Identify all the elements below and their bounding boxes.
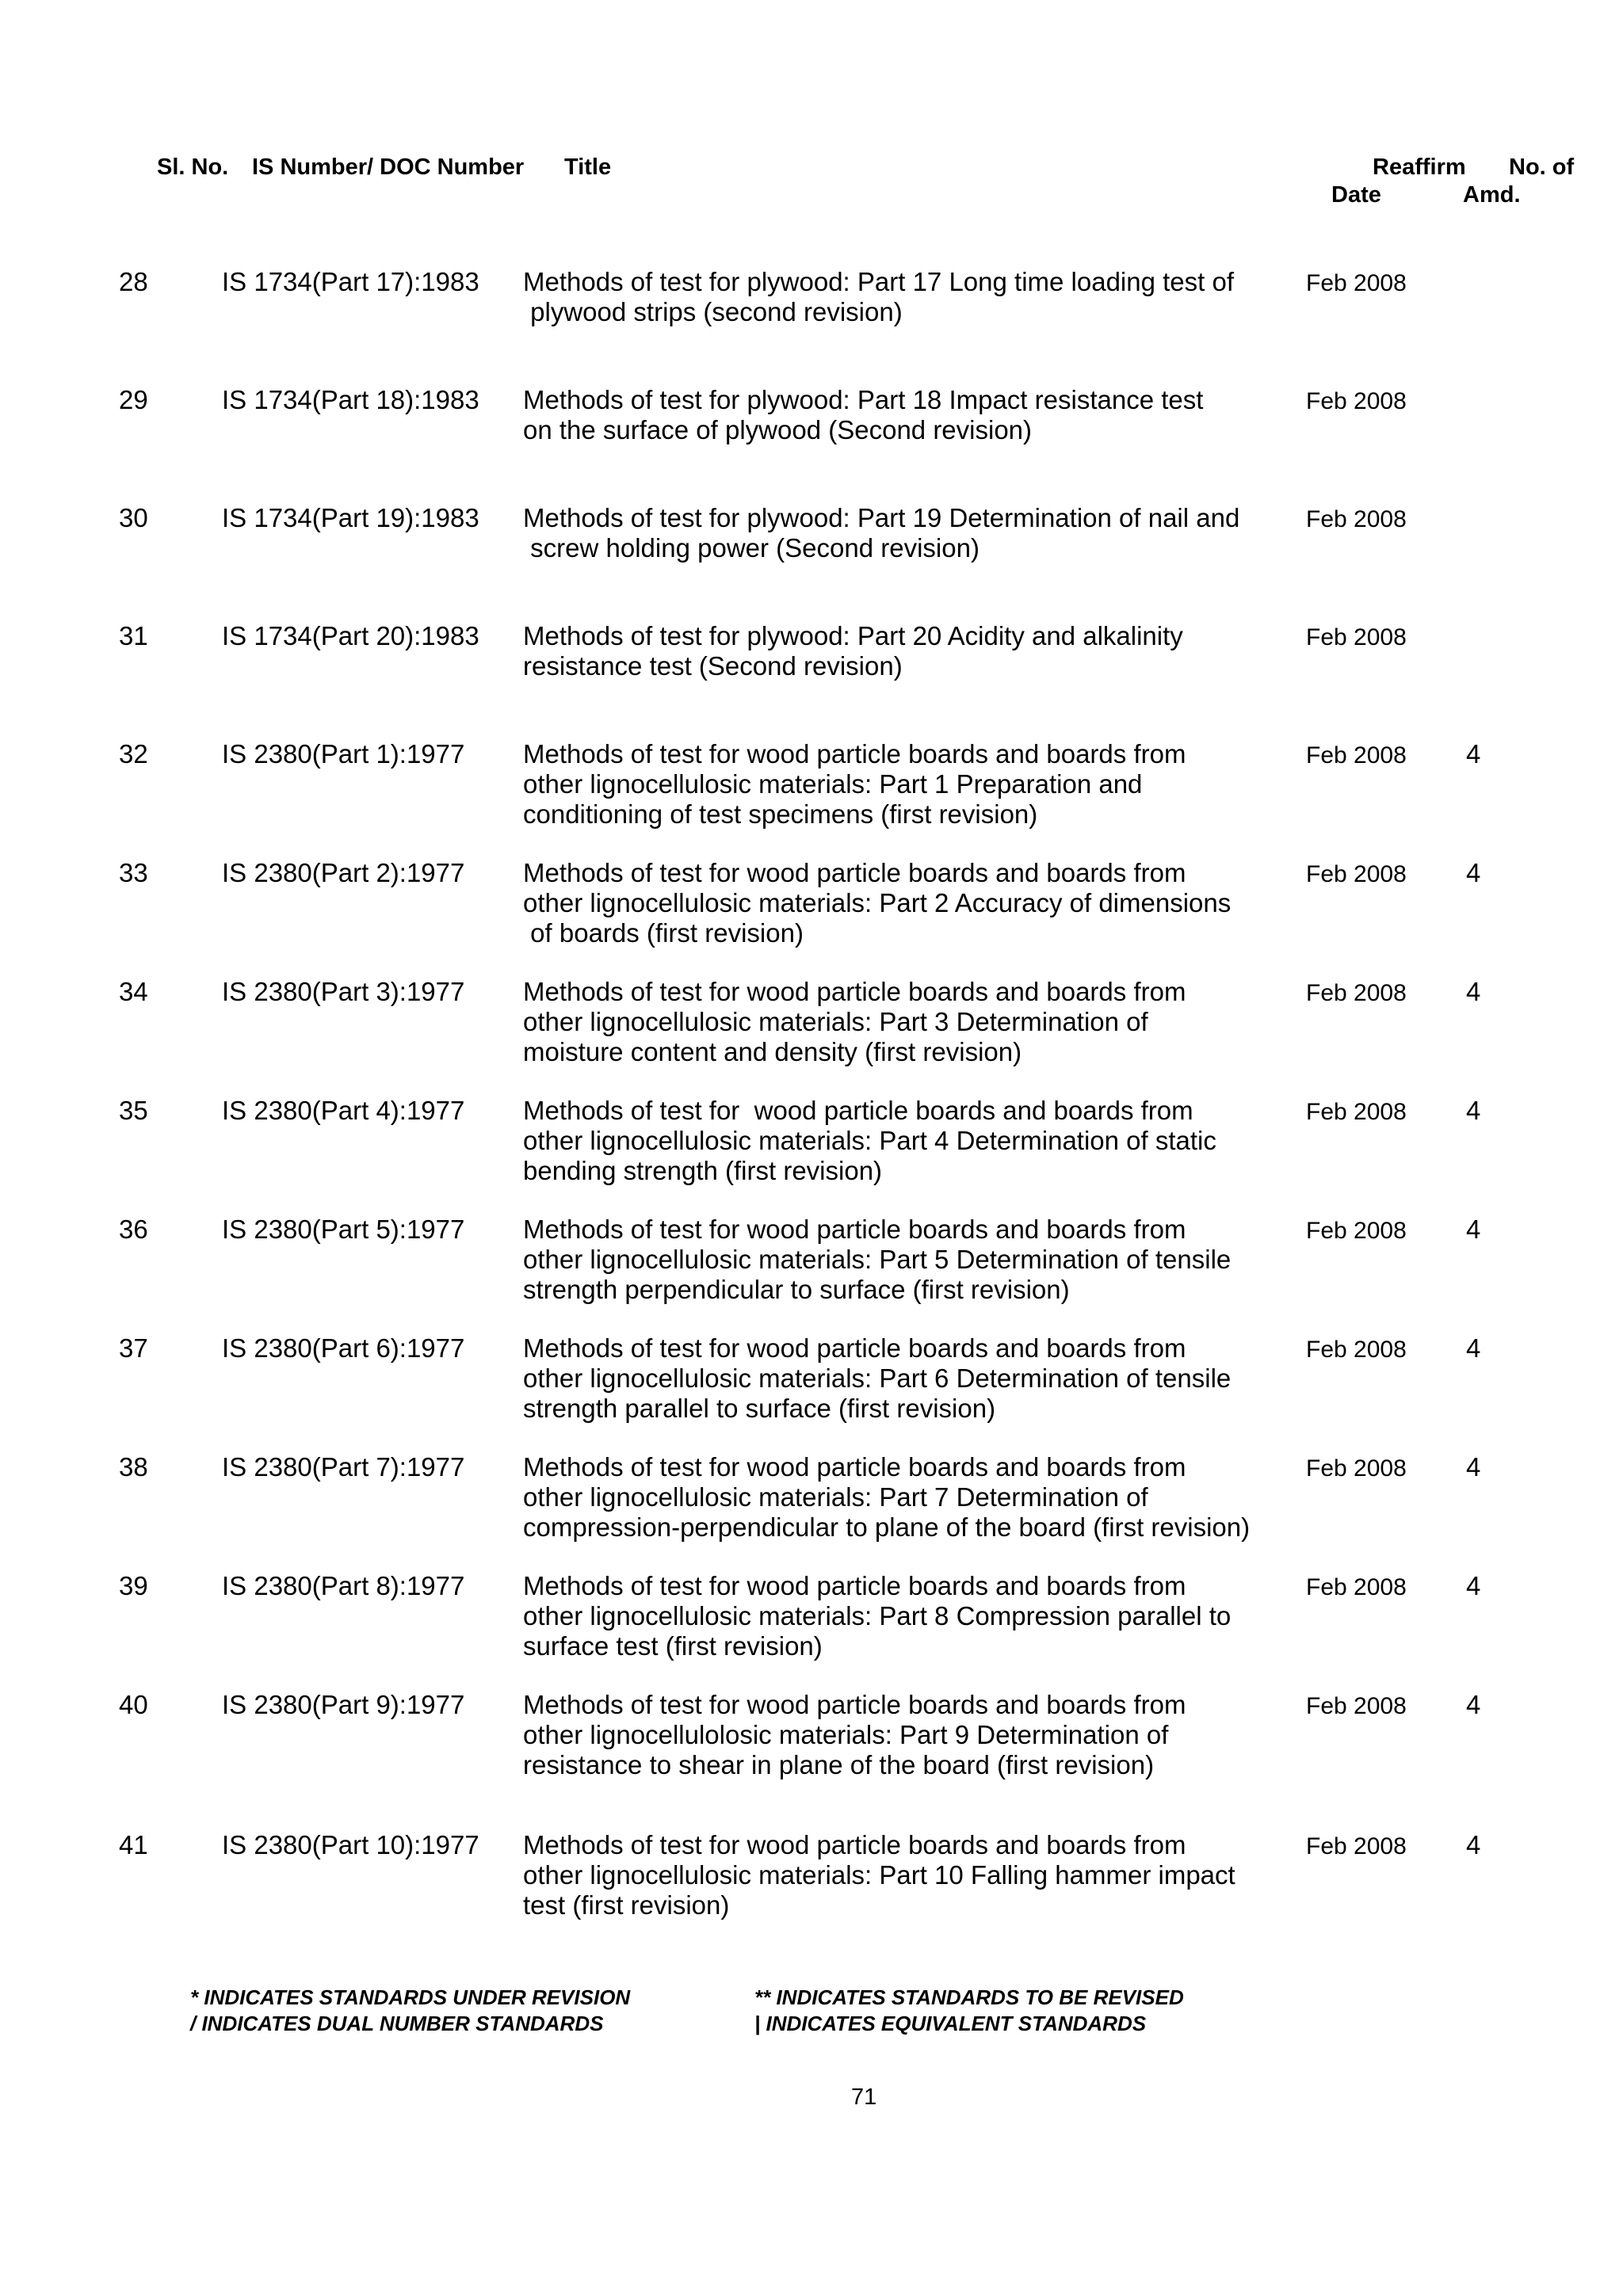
title-line: other lignocellulosic materials: Part 4 Determination of static	[523, 1126, 1216, 1155]
serial-number: 40	[119, 1690, 148, 1719]
title-line: Methods of test for plywood: Part 18 Impact resistance test	[523, 385, 1204, 414]
table-row	[0, 1215, 1623, 1318]
title-line: on the surface of plywood (Second revision)	[523, 415, 1033, 444]
is-number: IS 2380(Part 5):1977	[222, 1215, 465, 1244]
is-number: IS 2380(Part 2):1977	[222, 858, 465, 887]
title-line: resistance test (Second revision)	[523, 651, 903, 681]
amendment-count: 4	[1466, 1215, 1481, 1244]
serial-number: 38	[119, 1452, 148, 1482]
standard-title	[523, 621, 1268, 681]
amendment-count: 4	[1466, 858, 1481, 887]
header-is-number: IS Number/ DOC Number	[252, 154, 525, 180]
reaffirm-date: Feb 2008	[1306, 861, 1407, 887]
table-row	[0, 1452, 1623, 1555]
title-line: Methods of test for wood particle boards and boards from	[523, 1452, 1186, 1482]
header-amd: Amd.	[1463, 182, 1521, 208]
standard-title	[523, 858, 1268, 948]
serial-number: 41	[119, 1830, 148, 1859]
title-line: strength perpendicular to surface (first revision)	[523, 1275, 1070, 1304]
standard-title	[523, 267, 1268, 327]
title-line: other lignocellulosic materials: Part 8 Compression parallel to	[523, 1601, 1232, 1630]
amendment-count: 4	[1466, 1690, 1481, 1719]
is-number: IS 1734(Part 17):1983	[222, 267, 479, 296]
reaffirm-date: Feb 2008	[1306, 1099, 1407, 1125]
title-line: test (first revision)	[523, 1890, 730, 1920]
title-line: Methods of test for wood particle boards and boards from	[523, 739, 1186, 769]
amendment-count: 4	[1466, 977, 1481, 1006]
reaffirm-date: Feb 2008	[1306, 624, 1407, 650]
legend-to-be-revised: ** INDICATES STANDARDS TO BE REVISED	[754, 1985, 1184, 2009]
header-no-of: No. of	[1509, 154, 1575, 180]
title-line: resistance to shear in plane of the board (first revision)	[523, 1750, 1155, 1779]
page-number: 71	[851, 2084, 877, 2110]
title-line: other lignocellulosic materials: Part 10 Falling hammer impact	[523, 1860, 1235, 1890]
standard-title	[523, 1096, 1268, 1186]
title-line: Methods of test for plywood: Part 17 Long time loading test of	[523, 267, 1235, 296]
table-row	[0, 1830, 1623, 1933]
header-title: Title	[564, 154, 612, 180]
standard-title	[523, 1333, 1268, 1424]
title-line: Methods of test for wood particle boards and boards from	[523, 1215, 1186, 1244]
title-line: moisture content and density (first revision)	[523, 1037, 1022, 1066]
is-number: IS 2380(Part 3):1977	[222, 977, 465, 1006]
standard-title	[523, 1571, 1268, 1661]
reaffirm-date: Feb 2008	[1306, 1693, 1407, 1719]
serial-number: 29	[119, 385, 148, 414]
reaffirm-date: Feb 2008	[1306, 980, 1407, 1006]
legend-under-revision: * INDICATES STANDARDS UNDER REVISION	[190, 1985, 631, 2009]
amendment-count: 4	[1466, 739, 1481, 769]
standard-title	[523, 385, 1268, 445]
is-number: IS 1734(Part 20):1983	[222, 621, 479, 650]
title-line: Methods of test for wood particle boards and boards from	[523, 1333, 1186, 1363]
table-row	[0, 267, 1623, 370]
serial-number: 34	[119, 977, 148, 1006]
reaffirm-date: Feb 2008	[1306, 1833, 1407, 1859]
serial-number: 28	[119, 267, 148, 296]
title-line: Methods of test for plywood: Part 19 Determination of nail and	[523, 503, 1240, 532]
table-row	[0, 385, 1623, 488]
is-number: IS 2380(Part 10):1977	[222, 1830, 479, 1859]
table-row	[0, 621, 1623, 724]
title-line: strength parallel to surface (first revision)	[523, 1394, 996, 1423]
is-number: IS 1734(Part 19):1983	[222, 503, 479, 532]
title-line: Methods of test for wood particle boards and boards from	[523, 1096, 1193, 1125]
table-row	[0, 739, 1623, 842]
serial-number: 39	[119, 1571, 148, 1600]
serial-number: 32	[119, 739, 148, 769]
is-number: IS 2380(Part 7):1977	[222, 1452, 465, 1482]
is-number: IS 2380(Part 6):1977	[222, 1333, 465, 1363]
amendment-count: 4	[1466, 1333, 1481, 1363]
table-row	[0, 858, 1623, 961]
amendment-count: 4	[1466, 1571, 1481, 1600]
table-row	[0, 1333, 1623, 1436]
table-row	[0, 503, 1623, 606]
reaffirm-date: Feb 2008	[1306, 1574, 1407, 1600]
title-line: Methods of test for wood particle boards and boards from	[523, 1690, 1186, 1719]
title-line: other lignocellulolosic materials: Part 9 Determination of	[523, 1720, 1169, 1749]
reaffirm-date: Feb 2008	[1306, 1455, 1407, 1482]
title-line: other lignocellulosic materials: Part 7 Determination of	[523, 1482, 1148, 1512]
title-line: other lignocellulosic materials: Part 6 Determination of tensile	[523, 1363, 1232, 1393]
is-number: IS 2380(Part 9):1977	[222, 1690, 465, 1719]
reaffirm-date: Feb 2008	[1306, 506, 1407, 532]
title-line: other lignocellulosic materials: Part 3 Determination of	[523, 1007, 1148, 1036]
standard-title	[523, 1452, 1268, 1543]
standard-title	[523, 1215, 1268, 1305]
title-line: compression-perpendicular to plane of the board (first revision)	[523, 1512, 1251, 1542]
table-row	[0, 1690, 1623, 1793]
is-number: IS 2380(Part 8):1977	[222, 1571, 465, 1600]
serial-number: 33	[119, 858, 148, 887]
standard-title	[523, 1830, 1268, 1920]
title-line: surface test (first revision)	[523, 1631, 823, 1661]
title-line: other lignocellulosic materials: Part 1 Preparation and	[523, 769, 1143, 799]
amendment-count: 4	[1466, 1452, 1481, 1482]
amendment-count: 4	[1466, 1096, 1481, 1125]
title-line: other lignocellulosic materials: Part 2 Accuracy of dimensions	[523, 888, 1232, 917]
serial-number: 31	[119, 621, 148, 650]
title-line: Methods of test for wood particle boards and boards from	[523, 977, 1186, 1006]
standard-title	[523, 977, 1268, 1067]
serial-number: 37	[119, 1333, 148, 1363]
title-line: Methods of test for plywood: Part 20 Acidity and alkalinity	[523, 621, 1183, 650]
serial-number: 36	[119, 1215, 148, 1244]
title-line: of boards (first revision)	[523, 918, 804, 948]
serial-number: 35	[119, 1096, 148, 1125]
reaffirm-date: Feb 2008	[1306, 270, 1407, 296]
table-row	[0, 1571, 1623, 1674]
header-reaffirm: Reaffirm	[1373, 154, 1466, 180]
amendment-count: 4	[1466, 1830, 1481, 1859]
header-sl-no: Sl. No.	[157, 154, 229, 180]
is-number: IS 1734(Part 18):1983	[222, 385, 479, 414]
standard-title	[523, 739, 1268, 830]
title-line: Methods of test for wood particle boards and boards from	[523, 1571, 1186, 1600]
title-line: Methods of test for wood particle boards and boards from	[523, 1830, 1186, 1859]
header-date: Date	[1331, 182, 1381, 208]
standard-title	[523, 1690, 1268, 1780]
is-number: IS 2380(Part 1):1977	[222, 739, 465, 769]
standard-title	[523, 503, 1268, 563]
reaffirm-date: Feb 2008	[1306, 1218, 1407, 1244]
reaffirm-date: Feb 2008	[1306, 388, 1407, 414]
table-row	[0, 977, 1623, 1080]
title-line: bending strength (first revision)	[523, 1156, 883, 1185]
title-line: screw holding power (Second revision)	[523, 533, 980, 563]
is-number: IS 2380(Part 4):1977	[222, 1096, 465, 1125]
reaffirm-date: Feb 2008	[1306, 742, 1407, 769]
title-line: plywood strips (second revision)	[523, 297, 903, 326]
legend-dual-number: / INDICATES DUAL NUMBER STANDARDS	[190, 2012, 604, 2035]
serial-number: 30	[119, 503, 148, 532]
reaffirm-date: Feb 2008	[1306, 1337, 1407, 1363]
title-line: other lignocellulosic materials: Part 5 Determination of tensile	[523, 1245, 1232, 1274]
table-row	[0, 1096, 1623, 1199]
title-line: Methods of test for wood particle boards and boards from	[523, 858, 1186, 887]
title-line: conditioning of test specimens (first revision)	[523, 799, 1038, 829]
legend-equivalent: | INDICATES EQUIVALENT STANDARDS	[754, 2012, 1147, 2035]
